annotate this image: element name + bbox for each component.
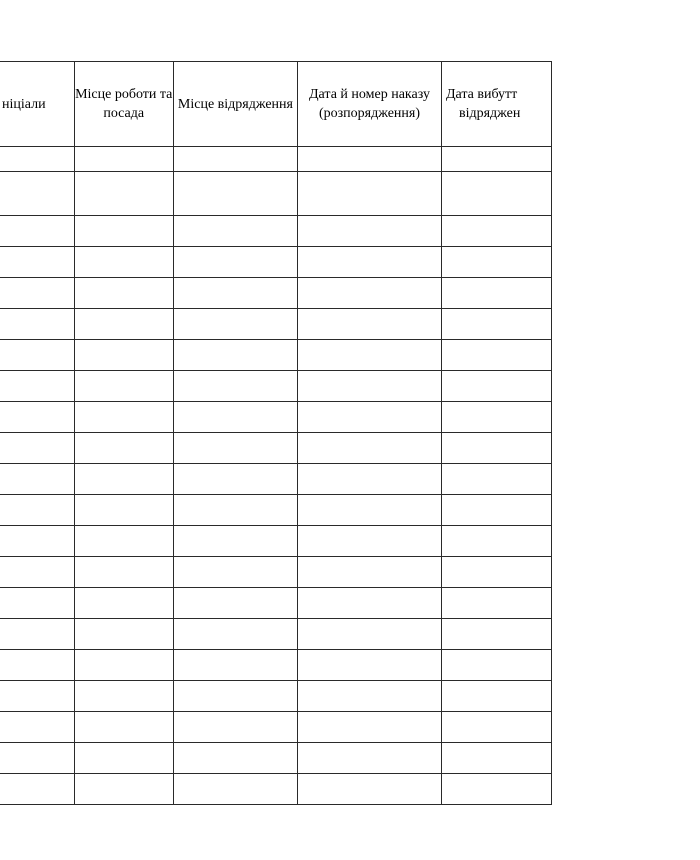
table-row (0, 743, 552, 774)
header-departure-line-2: відряджен (458, 106, 521, 121)
table-row (0, 340, 552, 371)
table-row (0, 433, 552, 464)
header-initials (0, 62, 74, 147)
table-row (0, 495, 552, 526)
header-order-line-1: Дата й номер наказу (309, 87, 430, 102)
table-body (0, 147, 552, 805)
table-row (0, 309, 552, 340)
table-row (0, 247, 552, 278)
table-row (0, 402, 552, 433)
table-row (0, 371, 552, 402)
table-row (0, 712, 552, 743)
header-workplace-line-2: посада (103, 106, 145, 121)
table-row (0, 147, 552, 172)
header-departure-line-1: Дата вибутт (445, 87, 518, 102)
table-row (0, 650, 552, 681)
header-workplace-position (74, 62, 173, 147)
header-destination-label: Місце відрядження (177, 96, 293, 112)
header-order-line-2: (розпорядження) (318, 106, 420, 121)
table-row (0, 526, 552, 557)
table-row (0, 557, 552, 588)
table-row (0, 588, 552, 619)
table-header-row (0, 62, 552, 147)
table-row (0, 216, 552, 247)
business-trip-journal-table (0, 61, 552, 805)
table-row (0, 619, 552, 650)
table-row (0, 681, 552, 712)
header-trip-destination (173, 62, 297, 147)
table-row (0, 278, 552, 309)
table-row (0, 774, 552, 805)
header-departure-date (441, 62, 551, 147)
header-initials-label: ніціали (2, 96, 46, 112)
header-workplace-line-1: Місце роботи та (75, 87, 173, 102)
table-row (0, 172, 552, 216)
header-order-date-number (298, 62, 442, 147)
table-row (0, 464, 552, 495)
